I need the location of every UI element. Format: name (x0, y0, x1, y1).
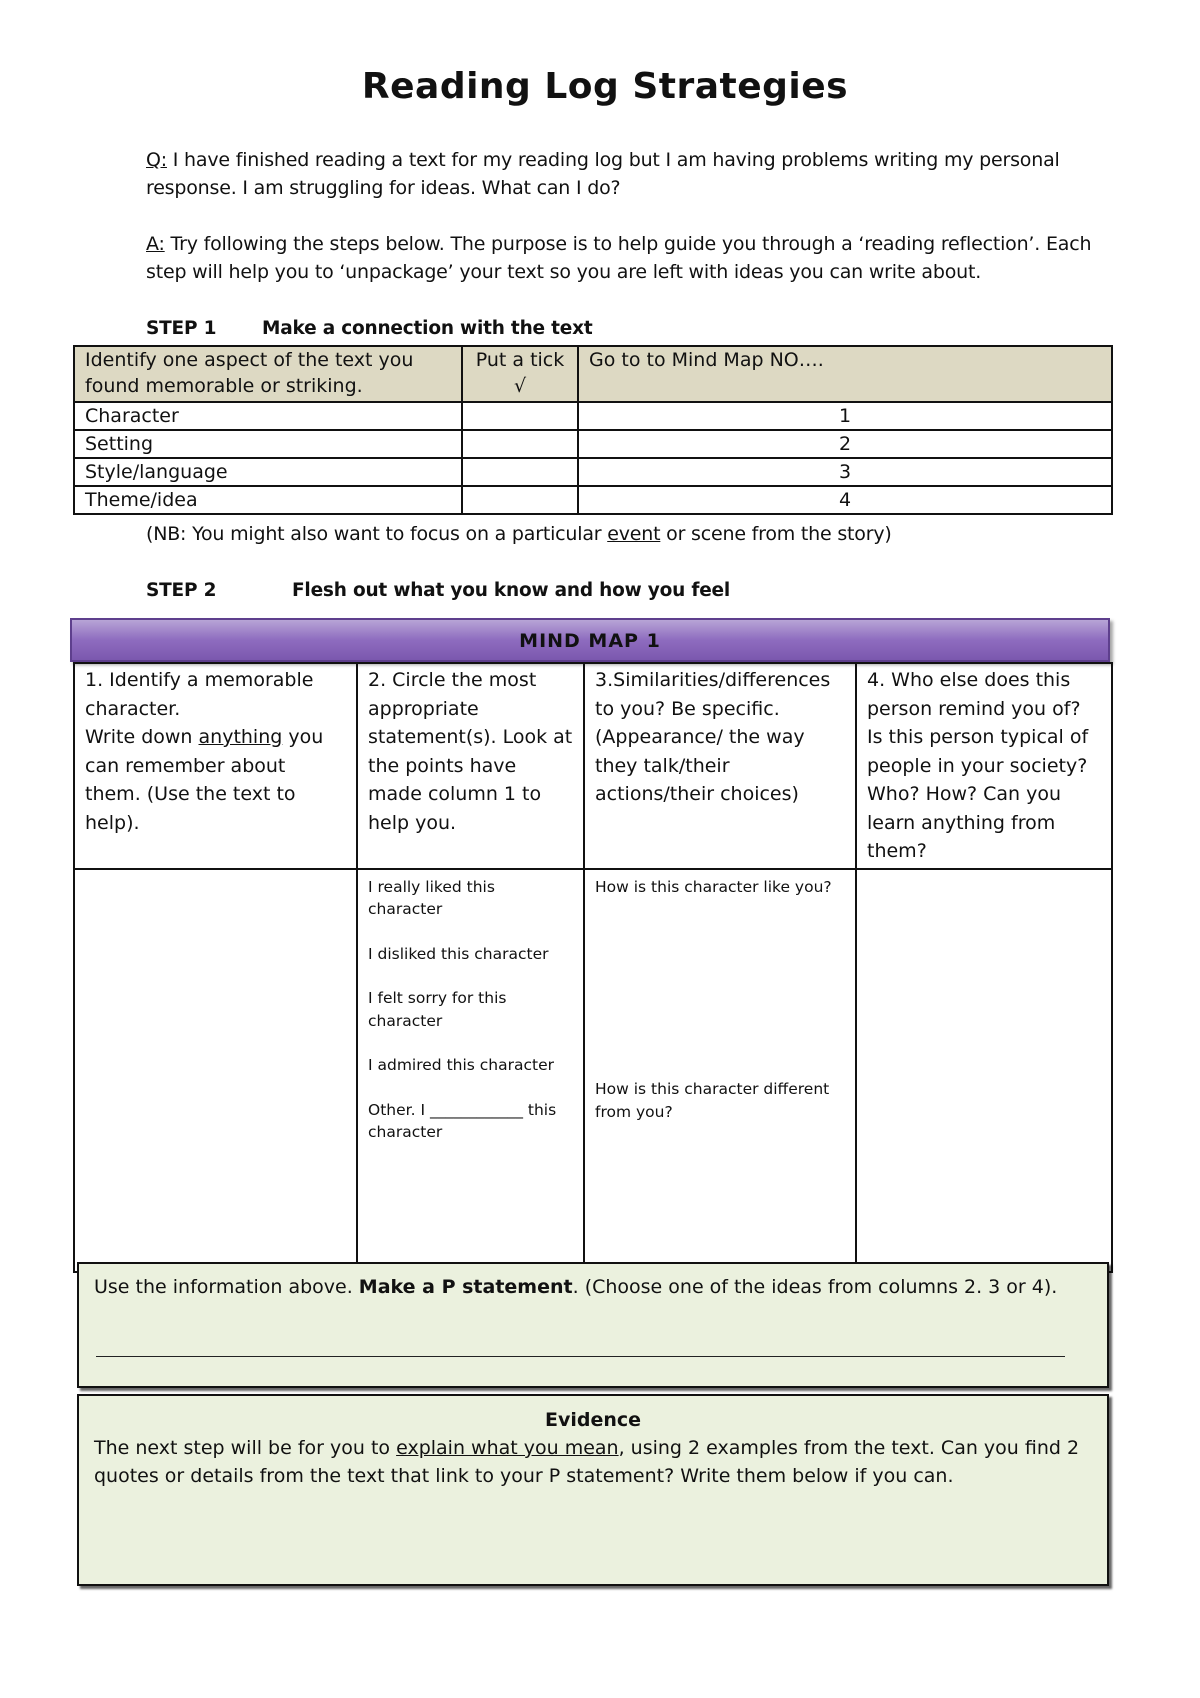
col4-response-area[interactable] (856, 869, 1112, 1272)
col1-text: Write down (85, 726, 199, 748)
statement-option[interactable]: I felt sorry for this character (368, 989, 507, 1030)
col1-instruction (74, 663, 357, 869)
tick-cell[interactable] (462, 402, 578, 430)
table-row (74, 458, 1112, 486)
step1-heading: Make a connection with the text (262, 318, 593, 339)
tick-header (462, 346, 578, 402)
col1-text: you can remember about them. (Use the text to help). (85, 726, 324, 834)
question-label: Q: (146, 149, 167, 171)
mindmap-number: 3 (578, 458, 1112, 486)
mind-map-title: MIND MAP 1 (70, 618, 1110, 662)
aspect-cell: Theme/idea (74, 486, 462, 514)
statement-option[interactable]: I really liked this character (368, 877, 495, 918)
note-event: event (607, 523, 661, 545)
mind-map-response-row (74, 869, 1112, 1272)
aspect-cell: Setting (74, 430, 462, 458)
step1-table (73, 345, 1113, 515)
col2-instruction: 2. Circle the most appropriate statement(s). Look at the points have made column 1 to help you. (357, 663, 584, 869)
step2-heading: Flesh out what you know and how you feel (292, 580, 731, 601)
mindmap-number: 4 (578, 486, 1112, 514)
col4-instruction: 4. Who else does this person remind you of? Is this person typical of people in your society? Who? How? Can you learn anything from them? (856, 663, 1112, 869)
evidence-title: Evidence (544, 1409, 642, 1431)
p-statement-text: Use the information above. (94, 1276, 359, 1298)
step1-label: STEP 1 (146, 318, 217, 339)
evidence-emphasis: explain what you mean (396, 1437, 619, 1459)
statement-option-other[interactable]: Other. I ____________ this character (368, 1100, 557, 1141)
question-paragraph (146, 146, 1106, 202)
tick-header-label: Put a tick (475, 349, 565, 371)
col3-instruction: 3.Similarities/differences to you? Be specific. (Appearance/ the way they talk/their actions/their choices) (584, 663, 856, 869)
mindmap-header: Go to to Mind Map NO…. (578, 346, 1112, 402)
mindmap-number: 1 (578, 402, 1112, 430)
question-text: I have finished reading a text for my reading log but I am having problems writing my personal response. I am struggling for ideas. What can I do? (146, 149, 1060, 199)
step2-label: STEP 2 (146, 580, 217, 601)
statement-option[interactable]: I admired this character (368, 1056, 555, 1074)
tick-cell[interactable] (462, 430, 578, 458)
aspect-header: Identify one aspect of the text you found memorable or striking. (74, 346, 462, 402)
note-text-end: or scene from the story) (660, 523, 892, 545)
evidence-box (77, 1394, 1109, 1586)
tick-cell[interactable] (462, 458, 578, 486)
p-statement-write-line[interactable] (96, 1356, 1065, 1357)
evidence-text-start: The next step will be for you to (94, 1437, 397, 1459)
answer-text: Try following the steps below. The purpose is to help guide you through a ‘reading reflection’. Each step will help you to ‘unpackage’ your text so you are left with ideas you can write about. (146, 233, 1092, 283)
evidence-text (94, 1434, 1092, 1490)
similarity-prompt: How is this character like you? (595, 877, 832, 896)
answer-paragraph (146, 230, 1106, 286)
note-text: (NB: You might also want to focus on a particular (146, 523, 608, 545)
col3-prompts (584, 869, 856, 1272)
table-row (74, 402, 1112, 430)
step1-table-header (74, 346, 1112, 402)
col2-statements (357, 869, 584, 1272)
p-statement-emphasis: Make a P statement (358, 1276, 573, 1298)
evidence-text-end: , using 2 examples from the text. Can you find 2 quotes or details from the text that link to your P statement? Write them below if you can. (94, 1437, 1080, 1487)
mind-map-instructions (74, 663, 1112, 869)
answer-label: A: (146, 233, 165, 255)
col1-emphasis: anything (198, 726, 283, 748)
aspect-cell: Character (74, 402, 462, 430)
col1-response-area[interactable] (74, 869, 357, 1272)
tick-cell[interactable] (462, 486, 578, 514)
aspect-cell: Style/language (74, 458, 462, 486)
table-row (74, 430, 1112, 458)
mind-map-table (73, 662, 1113, 1273)
checkmark-icon: √ (513, 375, 527, 397)
page-title: Reading Log Strategies (361, 66, 849, 107)
difference-prompt: How is this character different from you? (595, 1080, 830, 1121)
mindmap-number: 2 (578, 430, 1112, 458)
table-row (74, 486, 1112, 514)
p-statement-box (77, 1262, 1109, 1388)
p-statement-text-end: . (Choose one of the ideas from columns 2. 3 or 4). (572, 1276, 1058, 1298)
statement-option[interactable]: I disliked this character (368, 944, 549, 963)
step1-note (146, 523, 892, 545)
col1-text: 1. Identify a memorable character. (85, 669, 314, 720)
